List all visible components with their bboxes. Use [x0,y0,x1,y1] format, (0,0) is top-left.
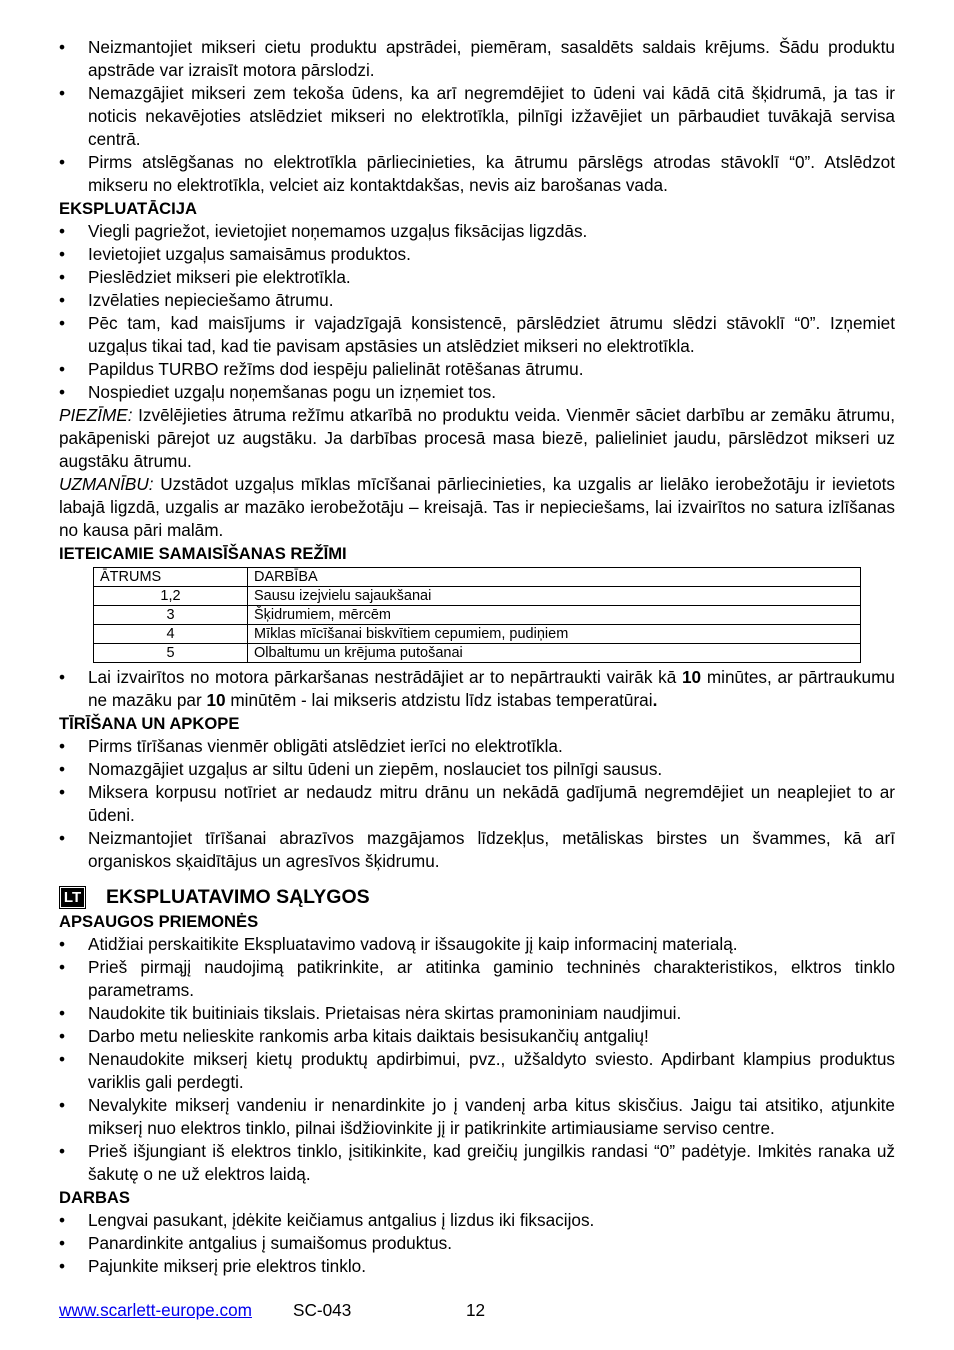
overheat-minutes: 10 [682,667,702,687]
list-item: • Viegli pagriežot, ievietojiet noņemamos uzgaļus fiksācijas ligzdās. [59,220,895,243]
table-row [94,644,861,663]
page-content [59,36,895,1278]
lv-operation-heading: EKSPLUATĀCIJA [59,199,197,218]
table-row [94,587,861,606]
lv-attention-paragraph [59,473,895,542]
list-item: • Naudokite tik buitiniais tikslais. Prietaisas nėra skirtas pramoniniam naudjimui. [59,1002,895,1025]
page-number: 12 [466,1300,486,1320]
lv-operation-list [59,220,895,404]
pause-minutes: 10 [206,690,226,710]
list-item: • Nevalykite mikserį vandeniu ir nenardinkite jo į vandenį arba kitus skisčius. Jaigu tai atsitiko, atjunkite mikserį nuo elektros tinklo, pilnai išdžiovinkite jį ir patikrinkite artimiausiame serviso centre. [59,1094,895,1140]
lv-note-paragraph [59,404,895,473]
list-item: • Prieš išjungiant iš elektros tinklo, įsitikinkite, kad greičių jungilkis randasi “0” padėtyje. Imkitės ranaka už šakutę o ne už elektros laidą. [59,1140,895,1186]
list-item: • Izvēlaties nepieciešamo ātrumu. [59,289,895,312]
list-item: • Pajunkite mikserį prie elektros tinklo. [59,1255,895,1278]
column-header-speed: ĀTRUMS [94,568,248,587]
action-cell: Olbaltumu un krējuma putošanai [248,644,861,663]
lt-safety-heading: APSAUGOS PRIEMONĖS [59,912,259,931]
list-item: • Nemazgājiet mikseri zem tekoša ūdens, ka arī negremdējiet to ūdeni vai kādā citā šķidrumā, ja tas ir noticis nekavējoties atslēdziet mikseri no elektrotīkla, pilnīgi izžavējiet un pārbaudiet tuvākajā servisa centrā. [59,82,895,151]
website-link[interactable]: www.scarlett-europe.com [59,1300,252,1320]
speed-cell: 4 [94,625,248,644]
list-item: • Nospiediet uzgaļu noņemšanas pogu un izņemiet tos. [59,381,895,404]
table-header-row [94,568,861,587]
lt-work-list [59,1209,895,1278]
list-item: • Miksera korpusu notīriet ar nedaudz mitru drānu un nekādā gadījumā negremdējiet un neaplejiet to ar ūdeni. [59,781,895,827]
table-row [94,625,861,644]
mixing-modes-table [93,567,861,663]
list-item: • Papildus TURBO režīms dod iespēju palielināt rotēšanas ātrumu. [59,358,895,381]
list-item: • Ievietojiet uzgaļus samaisāmus produktos. [59,243,895,266]
lv-intro-list [59,36,895,197]
lv-cleaning-list [59,735,895,873]
lv-cleaning-heading: TĪRĪŠANA UN APKOPE [59,714,240,733]
lt-title: EKSPLUATAVIMO SĄLYGOS [106,886,370,908]
speed-cell: 3 [94,606,248,625]
list-item [59,666,895,712]
lt-section-title [59,885,895,910]
overheat-text: minūtēm - lai mikseris atdzistu līdz istabas temperatūrai [225,690,653,710]
model-number: SC-043 [293,1300,352,1320]
attention-label: UZMANĪBU: [59,474,154,494]
note-label: PIEZĪME: [59,405,133,425]
list-item: • Pieslēdziet mikseri pie elektrotīkla. [59,266,895,289]
table-row [94,606,861,625]
action-cell: Sausu izejvielu sajaukšanai [248,587,861,606]
action-cell: Mīklas mīcīšanai biskvītiem cepumiem, pudiņiem [248,625,861,644]
list-item: • Lengvai pasukant, įdėkite keičiamus antgalius į lizdus iki fiksacijos. [59,1209,895,1232]
list-item: • Neizmantojiet mikseri cietu produktu apstrādei, piemēram, sasaldēts saldais krējums. Šādu produktu apstrāde var izraisīt motora pārslodzi. [59,36,895,82]
list-item: • Pirms tīrīšanas vienmēr obligāti atslēdziet ierīci no elektrotīkla. [59,735,895,758]
overheat-text: minūtes, ar pārtraukumu ne mazāku par [88,667,895,710]
list-item: • Panardinkite antgalius į sumaišomus produktus. [59,1232,895,1255]
lv-modes-heading: IETEICAMIE SAMAISĪŠANAS REŽĪMI [59,544,347,563]
list-item: • Pirms atslēgšanas no elektrotīkla pārliecinieties, ka ātrumu pārslēgs atrodas stāvoklī “0”. Atslēdzot mikseru no elektrotīkla, velciet aiz kontaktdakšas, nevis aiz barošanas vada. [59,151,895,197]
language-badge-label: LT [61,888,84,907]
speed-cell: 5 [94,644,248,663]
action-cell: Šķidrumiem, mērcēm [248,606,861,625]
list-item: • Neizmantojiet tīrīšanai abrazīvos mazgājamos līdzekļus, metāliskas birstes un švammes, kā arī organiskos sķaidītājus un agresīvos šķidrumu. [59,827,895,873]
list-item: • Nomazgājiet uzgaļus ar siltu ūdeni un ziepēm, noslauciet tos pilnīgi sausus. [59,758,895,781]
list-item: • Pēc tam, kad maisījums ir vajadzīgajā konsistencē, pārslēdziet ātrumu slēdzi stāvoklī “0”. Izņemiet uzgaļus tikai tad, kad tie pavisam apstāsies un atslēdziet mikseri no elektrotīkla. [59,312,895,358]
list-item: • Nenaudokite mikserį kietų produktų apdirbimui, pvz., užšaldyto sviesto. Apdirbant klampius produktus variklis gali perdegti. [59,1048,895,1094]
column-header-action: DARBĪBA [248,568,861,587]
lt-work-heading: DARBAS [59,1188,130,1207]
lv-overheat-list [59,666,895,712]
list-item: • Atidžiai perskaitikite Ekspluatavimo vadovą ir išsaugokite jį kaip informacinį materialą. [59,933,895,956]
lt-safety-list [59,933,895,1186]
overheat-period: . [652,690,658,710]
attention-text: Uzstādot uzgaļus mīklas mīcīšanai pārliecinieties, ka uzgalis ar lielāko ierobežotāju ir ievietots labajā ligzdā, uzgalis ar mazāko ierobežotāju – kreisajā. Tas ir nepieciešams, lai izvairītos no satura izlīšanas no kausa pāri malām. [59,474,895,540]
note-text: Izvēlējieties ātruma režīmu atkarībā no produktu veida. Vienmēr sāciet darbību ar zemāku ātrumu, pakāpeniski pārejot uz augstāku. Ja darbības procesā masa biezē, palieliniet jaudu, pārslēdzot mikseri uz augstāku ātrumu. [59,405,895,471]
overheat-text: Lai izvairītos no motora pārkaršanas nestrādājiet ar to nepārtraukti vairāk kā [88,667,682,687]
language-badge-lt [59,886,86,909]
list-item: • Darbo metu nelieskite rankomis arba kitais daiktais besisukančių antgalių! [59,1025,895,1048]
list-item: • Prieš pirmąjį naudojimą patikrinkite, ar atitinka gaminio techninės charakteristikos, elktros tinklo parametrams. [59,956,895,1002]
speed-cell: 1,2 [94,587,248,606]
